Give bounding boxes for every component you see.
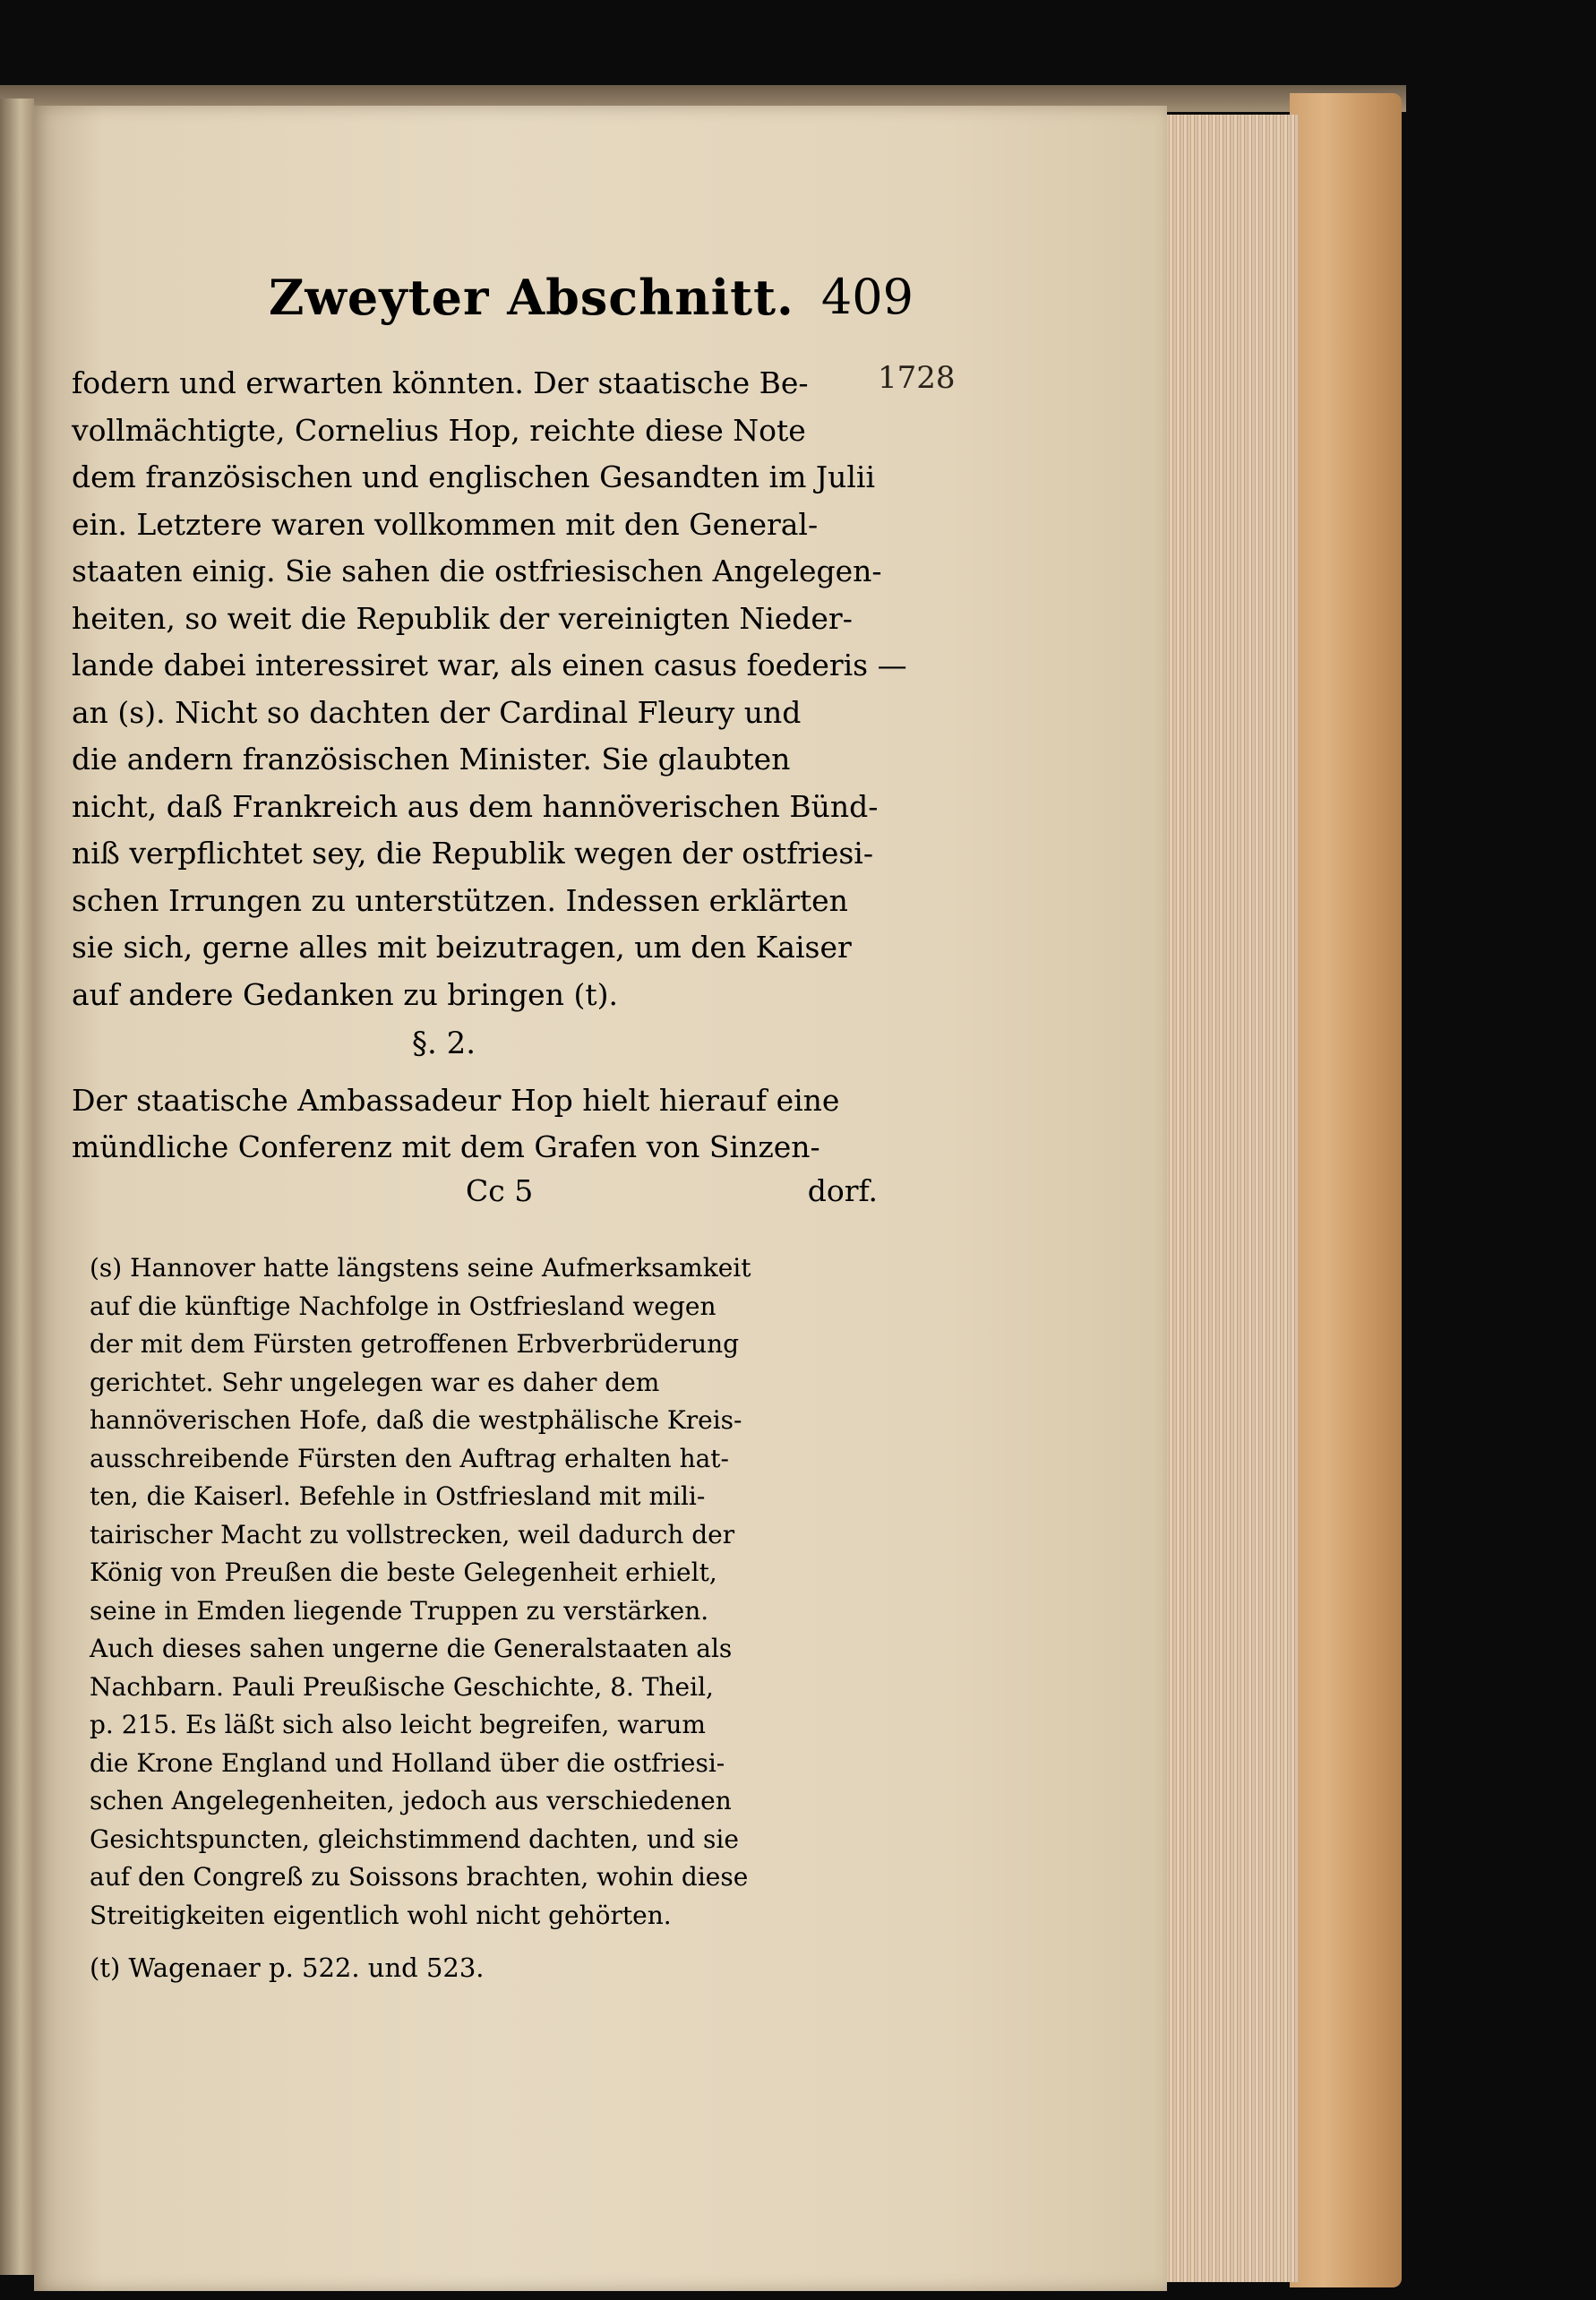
- text-line: vollmächtigte, Cornelius Hop, reichte diese Note: [72, 412, 806, 448]
- section-heading: §. 2.: [412, 1026, 476, 1061]
- page-number: 409: [820, 269, 914, 325]
- signature-line: [72, 1173, 878, 1218]
- text-line: die andern französischen Minister. Sie glaubten: [72, 742, 791, 777]
- text-line: nicht, daß Frankreich aus dem hannöverischen Bünd-: [72, 788, 879, 824]
- footnote-line: auf den Congreß zu Soissons brachten, wohin diese: [90, 1862, 749, 1892]
- section-text: [72, 1077, 878, 1171]
- footnote-line: Streitigkeiten eigentlich wohl nicht gehörten.: [90, 1900, 672, 1930]
- footnote-line: ausschreibende Fürsten den Auftrag erhalten hat-: [90, 1443, 730, 1473]
- text-line: fodern und erwarten könnten. Der staatische Be-: [72, 365, 809, 400]
- footnote-line: (s) Hannover hatte längstens seine Aufmerksamkeit: [90, 1253, 751, 1283]
- footnote-line: Auch dieses sahen ungerne die Generalstaaten als: [90, 1634, 733, 1663]
- text-line: mündliche Conferenz mit dem Grafen von Sinzen-: [72, 1129, 820, 1164]
- footnote-line: schen Angelegenheiten, jedoch aus verschiedenen: [90, 1786, 732, 1815]
- footnote-line: seine in Emden liegende Truppen zu verstärken.: [90, 1595, 709, 1626]
- footnote-line: hannöverischen Hofe, daß die westphälische Kreis-: [90, 1405, 742, 1435]
- previous-page-edge: [0, 99, 34, 2275]
- signature-mark: Cc 5: [466, 1173, 534, 1208]
- text-line: niß verpflichtet sey, die Republik wegen der ostfriesi-: [72, 836, 873, 871]
- text-line: lande dabei interessiret war, als einen casus foederis —: [72, 648, 907, 682]
- running-header: [269, 269, 914, 331]
- footnote-line: gerichtet. Sehr ungelegen war es daher dem: [90, 1367, 660, 1397]
- footnote-s: [90, 1249, 878, 1935]
- catchword: dorf.: [807, 1173, 878, 1208]
- text-line: dem französischen und englischen Gesandten im Julii: [72, 459, 876, 494]
- footnote-line: Nachbarn. Pauli Preußische Geschichte, 8. Theil,: [90, 1671, 714, 1702]
- footnote-line: Gesichtspuncten, gleichstimmend dachten, und sie: [90, 1824, 739, 1854]
- footnote-line: die Krone England und Holland über die ostfriesi-: [90, 1747, 725, 1778]
- book-cover: [1290, 93, 1402, 2287]
- margin-year: 1728: [878, 360, 956, 396]
- footnote-line: der mit dem Fürsten getroffenen Erbverbrüderung: [90, 1329, 740, 1359]
- footnote-line: König von Preußen die beste Gelegenheit erhielt,: [90, 1558, 717, 1587]
- text-line: sie sich, gerne alles mit beizutragen, um den Kaiser: [72, 930, 852, 965]
- footnote-line: p. 215. Es läßt sich also leicht begreifen, warum: [90, 1710, 706, 1739]
- text-line: auf andere Gedanken zu bringen (t).: [72, 976, 618, 1012]
- footnote-line: auf die künftige Nachfolge in Ostfriesland wegen: [90, 1291, 716, 1321]
- footnote-line: ten, die Kaiserl. Befehle in Ostfriesland mit mili-: [90, 1481, 706, 1511]
- text-line: an (s). Nicht so dachten der Cardinal Fleury und: [72, 694, 802, 730]
- footnote-t: (t) Wagenaer p. 522. und 523.: [90, 1952, 485, 1983]
- body-text: [72, 360, 907, 1018]
- text-line: heiten, so weit die Republik der vereinigten Nieder-: [72, 600, 853, 636]
- footnote-line: tairischer Macht zu vollstrecken, weil dadurch der: [90, 1519, 735, 1549]
- text-line: staaten einig. Sie sahen die ostfriesischen Angelegen-: [72, 554, 882, 588]
- running-head: Zweyter Abschnitt.: [269, 269, 794, 326]
- text-line: Der staatische Ambassadeur Hop hielt hierauf eine: [72, 1083, 840, 1118]
- text-line: schen Irrungen zu unterstützen. Indessen erklärten: [72, 882, 848, 918]
- text-line: ein. Letztere waren vollkommen mit den General-: [72, 506, 819, 542]
